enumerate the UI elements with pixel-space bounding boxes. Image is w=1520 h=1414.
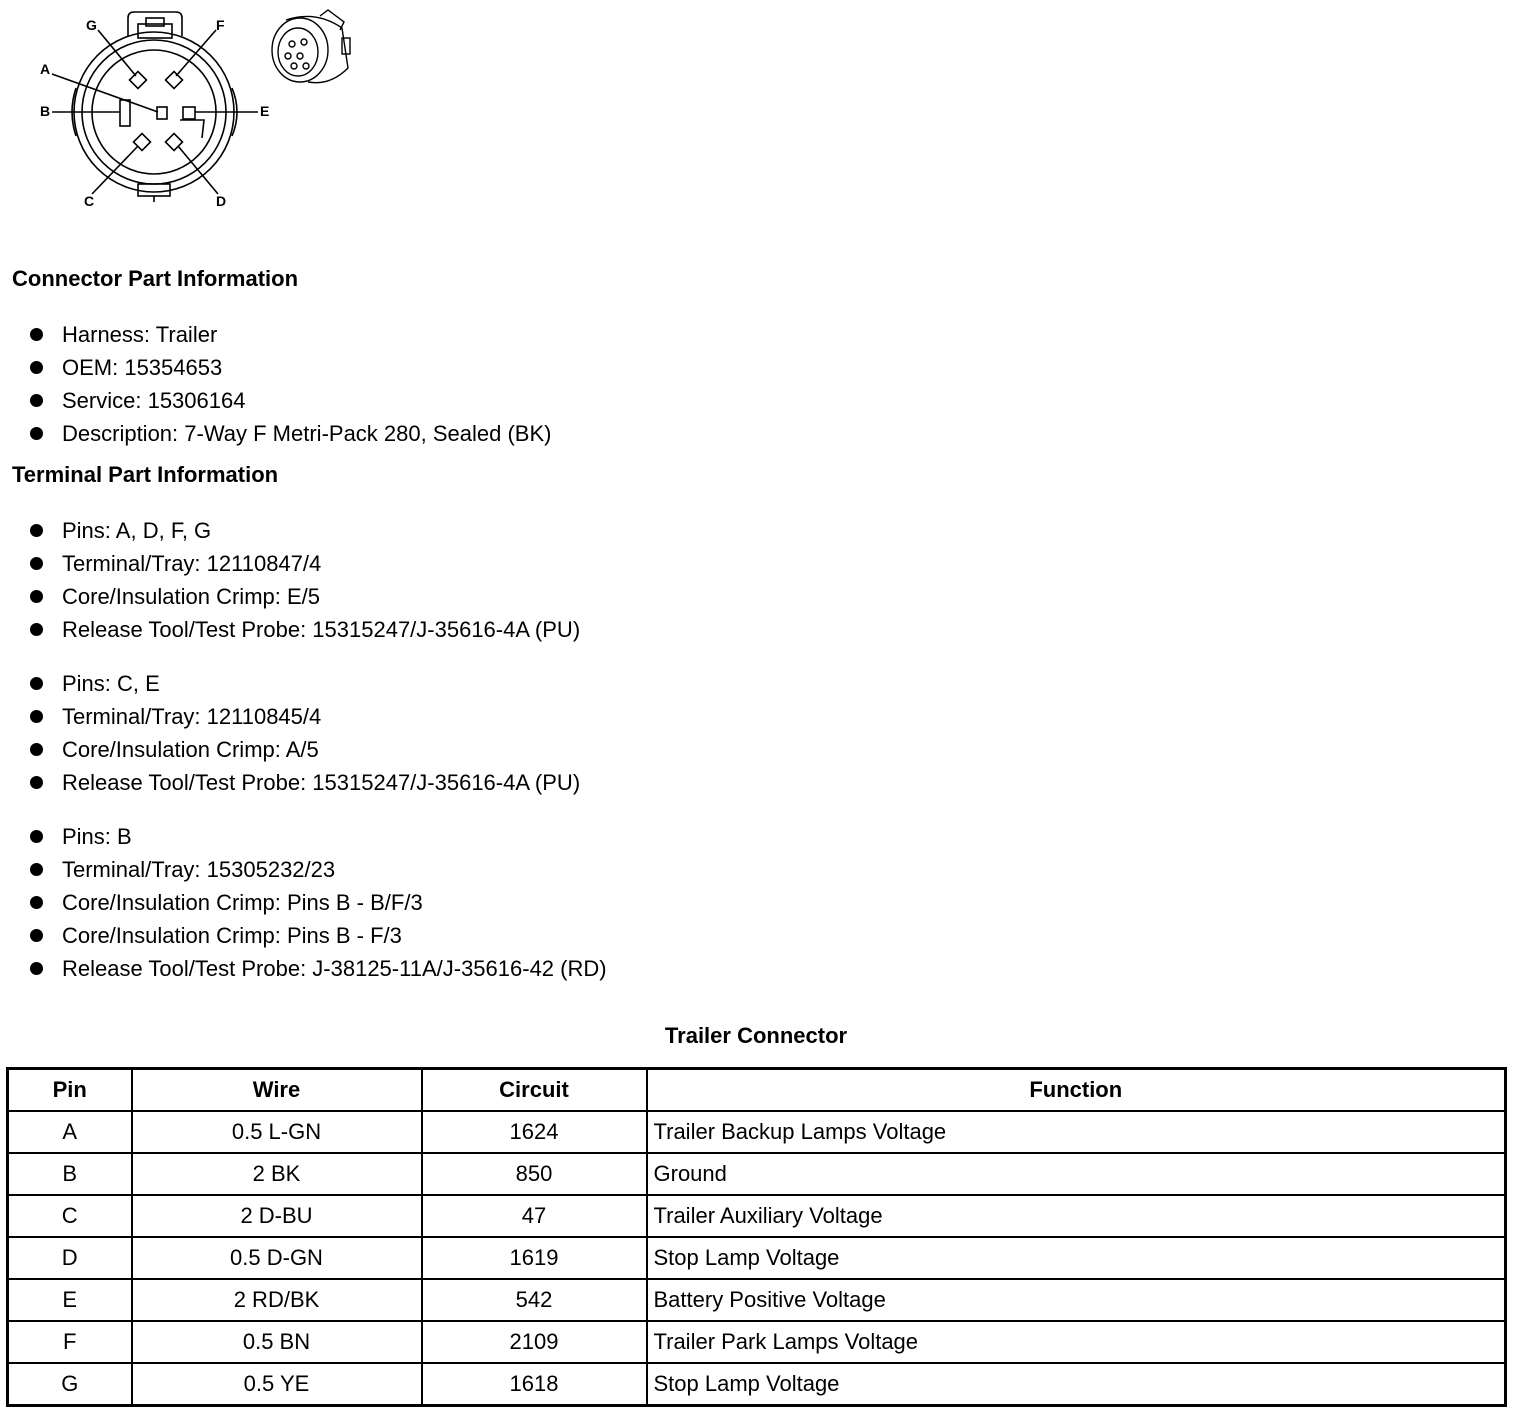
table-row [8, 1111, 1506, 1153]
list-item: Pins: B [28, 820, 607, 853]
pin-label-a: A [40, 61, 51, 77]
connector-perspective-image [272, 10, 350, 83]
bullet-icon [30, 743, 43, 756]
list-item: Core/Insulation Crimp: Pins B - B/F/3 [28, 886, 607, 919]
bullet-icon [30, 394, 43, 407]
cell-pin: G [8, 1363, 132, 1406]
table-row [8, 1321, 1506, 1363]
bullet-icon [30, 590, 43, 603]
cell-circuit: 2109 [422, 1321, 647, 1363]
pin-label-c: C [84, 193, 95, 209]
cell-pin: D [8, 1237, 132, 1279]
cell-function: Ground [647, 1153, 1506, 1195]
cell-function: Trailer Park Lamps Voltage [647, 1321, 1506, 1363]
cell-wire: 2 RD/BK [132, 1279, 422, 1321]
list-item: Release Tool/Test Probe: 15315247/J-35616-4A (PU) [28, 766, 580, 799]
cell-pin: F [8, 1321, 132, 1363]
list-item: Core/Insulation Crimp: Pins B - F/3 [28, 919, 607, 952]
cell-function: Stop Lamp Voltage [647, 1237, 1506, 1279]
bullet-icon [30, 863, 43, 876]
column-header-function: Function [647, 1069, 1506, 1112]
cell-function: Trailer Auxiliary Voltage [647, 1195, 1506, 1237]
pin-label-d: D [216, 193, 227, 209]
table-row [8, 1237, 1506, 1279]
list-item: Core/Insulation Crimp: A/5 [28, 733, 580, 766]
list-item: Terminal/Tray: 15305232/23 [28, 853, 607, 886]
table-row [8, 1279, 1506, 1321]
pin-label-e: E [260, 103, 270, 119]
cell-circuit: 1618 [422, 1363, 647, 1406]
table-header-row [8, 1069, 1506, 1112]
bullet-icon [30, 962, 43, 975]
cell-wire: 0.5 L-GN [132, 1111, 422, 1153]
list-item: Core/Insulation Crimp: E/5 [28, 580, 580, 613]
pin-label-b: B [40, 103, 51, 119]
list-item: Harness: Trailer [28, 318, 551, 351]
cell-circuit: 850 [422, 1153, 647, 1195]
cell-pin: A [8, 1111, 132, 1153]
trailer-connector-table [6, 1067, 1507, 1407]
list-item: Release Tool/Test Probe: J-38125-11A/J-35616-42 (RD) [28, 952, 607, 985]
bullet-icon [30, 524, 43, 537]
list-item: Description: 7-Way F Metri-Pack 280, Sealed (BK) [28, 417, 551, 450]
bullet-icon [30, 929, 43, 942]
bullet-icon [30, 557, 43, 570]
cell-function: Stop Lamp Voltage [647, 1363, 1506, 1406]
cell-pin: B [8, 1153, 132, 1195]
table-row [8, 1153, 1506, 1195]
pin-label-f: F [216, 17, 225, 33]
cell-pin: C [8, 1195, 132, 1237]
column-header-pin: Pin [8, 1069, 132, 1112]
column-header-wire: Wire [132, 1069, 422, 1112]
pin-label-g: G [86, 17, 97, 33]
list-item: Terminal/Tray: 12110845/4 [28, 700, 580, 733]
cell-wire: 0.5 D-GN [132, 1237, 422, 1279]
bullet-icon [30, 427, 43, 440]
cell-circuit: 1624 [422, 1111, 647, 1153]
list-item: Release Tool/Test Probe: 15315247/J-35616-4A (PU) [28, 613, 580, 646]
bullet-icon [30, 896, 43, 909]
cell-wire: 2 D-BU [132, 1195, 422, 1237]
cell-wire: 0.5 BN [132, 1321, 422, 1363]
bullet-icon [30, 830, 43, 843]
column-header-circuit: Circuit [422, 1069, 647, 1112]
terminal-info-heading: Terminal Part Information [12, 462, 279, 487]
list-item: OEM: 15354653 [28, 351, 551, 384]
bullet-icon [30, 677, 43, 690]
list-item: Pins: A, D, F, G [28, 514, 580, 547]
bullet-icon [30, 623, 43, 636]
bullet-icon [30, 710, 43, 723]
cell-function: Trailer Backup Lamps Voltage [647, 1111, 1506, 1153]
cell-wire: 2 BK [132, 1153, 422, 1195]
bullet-icon [30, 361, 43, 374]
cell-circuit: 542 [422, 1279, 647, 1321]
cell-wire: 0.5 YE [132, 1363, 422, 1406]
bullet-icon [30, 328, 43, 341]
terminal-group-1 [28, 514, 580, 646]
terminal-group-2 [28, 667, 580, 799]
terminal-group-3 [28, 820, 607, 985]
list-item: Pins: C, E [28, 667, 580, 700]
cell-circuit: 47 [422, 1195, 647, 1237]
connector-info-heading: Connector Part Information [12, 266, 299, 291]
table-row [8, 1363, 1506, 1406]
connector-face-diagram [30, 8, 360, 218]
cell-pin: E [8, 1279, 132, 1321]
list-item: Service: 15306164 [28, 384, 551, 417]
cell-circuit: 1619 [422, 1237, 647, 1279]
list-item: Terminal/Tray: 12110847/4 [28, 547, 580, 580]
connector-info-list [28, 318, 551, 450]
table-title: Trailer Connector [664, 1023, 848, 1048]
bullet-icon [30, 776, 43, 789]
cell-function: Battery Positive Voltage [647, 1279, 1506, 1321]
table-row [8, 1195, 1506, 1237]
